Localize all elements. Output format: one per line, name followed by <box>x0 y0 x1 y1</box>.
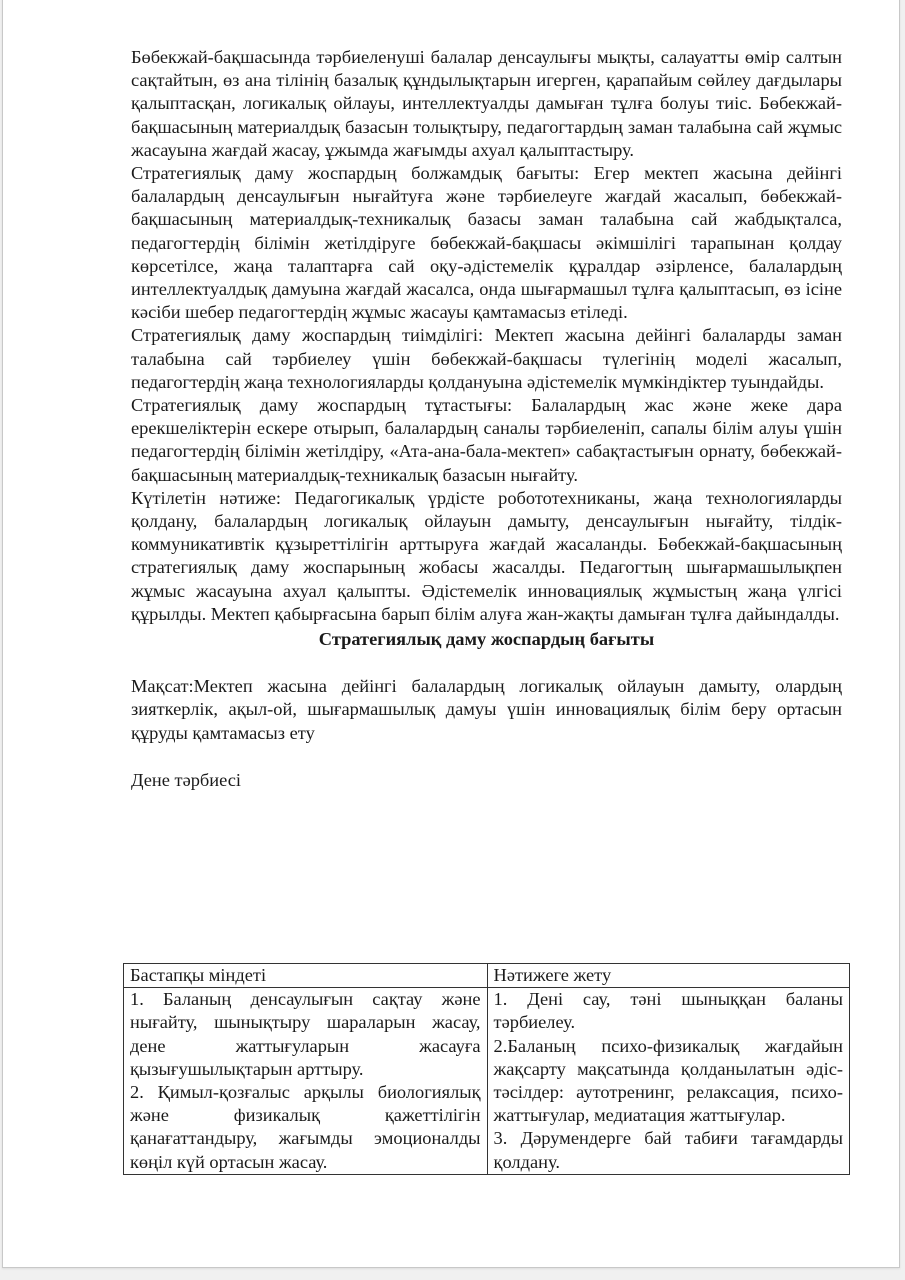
result-item: 1. Дені сау, тәні шыныққан баланы тәрбиелеу. <box>493 989 843 1033</box>
table-row <box>124 988 850 1175</box>
plan-table <box>123 963 850 1175</box>
goal-paragraph: Мақсат:Мектеп жасына дейінгі балалардың логикалық ойлауын дамыту, олардың зияткерлік, ақыл-ой, шығармашылық дамуы үшін инновациялық білім беру ортасын құруды қамтамасыз ету <box>131 676 842 743</box>
result-item: 2.Баланың психо-физикалық жағдайын жақсарту мақсатында қолданылатын әдіс-тәсілдер: аутотренинг, релаксация, психо-жаттығулар, медиатация жаттығулар. <box>493 1035 843 1126</box>
document-page <box>2 0 900 1268</box>
spacer <box>131 745 842 769</box>
section-heading: Стратегиялық даму жоспардың бағыты <box>318 629 655 650</box>
spacer <box>131 651 842 675</box>
paragraph-expected-result: Күтілетін нәтиже: Педагогикалық үрдісте робототехниканы, жаңа технологияларды қолдану, балалардың логикалық ойлауын дамыту, денсаулығын нығайту, тілдік-коммуникативтік құзыреттілігін арттыруға жағдай жасаланды. Бөбекжай-бақшасының стратегиялық даму жоспарының жобасы жасалды. Педагогтың шығармашылықпен жұмыс жасауына ахуал қалыпты. Әдістемелік инновациялық жұмыстың жаңа үлгісі құрылды. Мектеп қабырғасына барып білім алуға жан-жақты дамыған тұлға дайындалды. <box>131 487 842 624</box>
table-cell-tasks <box>124 988 488 1175</box>
document-body <box>131 46 842 792</box>
table-header-row <box>124 964 850 988</box>
subsection-title: Дене тәрбиесі <box>131 769 242 790</box>
table-cell-results <box>487 988 849 1175</box>
paragraph-effectiveness: Стратегиялық даму жоспардың тиімділігі: Мектеп жасына дейінгі балаларды заман талабына сай тәрбиелеу үшін бөбекжай-бақшасы түлегінің моделі жасалып, педагогтердің жаңа технологияларды қолдануына әдістемелік мүмкіндіктер туындайды. <box>131 325 842 392</box>
paragraph-forecast-direction: Стратегиялық даму жоспардың болжамдық бағыты: Егер мектеп жасына дейінгі балалардың денсаулығын нығайтуға және тәрбиелеуге жағдай жасалып, бөбекжай-бақшасының материалдық-техникалық базасы заман талабына сай жабдықталса, педагогтердің білімін жетілдіруге бөбекжай-бақшасы әкімшілігі тарапынан қолдау көрсетілсе, жаңа талаптарға сай оқу-әдістемелік құралдар әзірленсе, балалардың интеллектуалдық дамуына жағдай жасалса, онда шығармашыл тұлға қалыптасып, өз ісіне кәсіби шебер педагогтердің жұмыс жасауы қамтамасыз етіледі. <box>131 163 842 323</box>
table-header-initial-task: Бастапқы міндеті <box>124 964 488 988</box>
result-item: 3. Дәрумендерге бай табиғи тағамдарды қолдану. <box>493 1128 843 1172</box>
table-header-result: Нәтижеге жету <box>487 964 849 988</box>
paragraph-intro: Бөбекжай-бақшасында тәрбиеленуші балалар денсаулығы мықты, салауатты өмір салтын сақтайтын, өз ана тілінің базалық құндылықтарын игерген, қарапайым сөйлеу дағдылары қалыптасқан, логикалық ойлауы, интеллектуалды дамыған тұлға болуы тиіс. Бөбекжай-бақшасының материалдық базасын толықтыру, педагогтардың заман талабына сай жұмыс жасауына жағдай жасау, ұжымда жағымды ахуал қалыптастыру. <box>131 47 842 160</box>
task-item: 2. Қимыл-қозғалыс арқылы биологиялық және физикалық қажеттілігін қанағаттандыру, жағымды эмоционалды көңіл күй ортасын жасау. <box>130 1082 481 1172</box>
task-item: 1. Баланың денсаулығын сақтау және нығайту, шынықтыру шараларын жасау, дене жаттығуларын жасауға қызығушылықтарын арттыру. <box>130 989 481 1079</box>
paragraph-integrity: Стратегиялық даму жоспардың тұтастығы: Балалардың жас және жеке дара ерекшеліктерін ескере отырып, балалардың саналы тәрбиеленіп, сапалы білім алуы үшін педагогтердің білімін жетілдіру, «Ата-ана-бала-мектеп» сабақтастығын орнату, бөбекжай-бақшасының материалдық-техникалық базасын нығайту. <box>131 395 842 485</box>
